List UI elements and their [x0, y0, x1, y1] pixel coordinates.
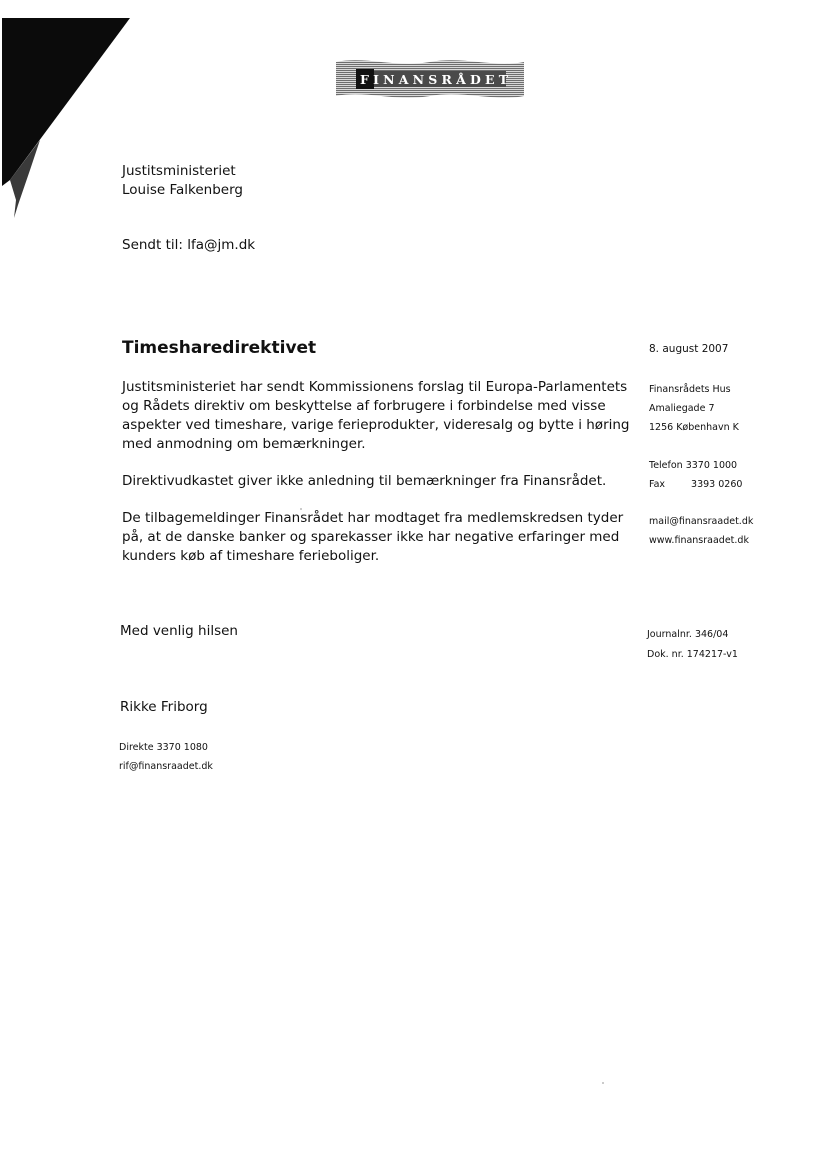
- recipient-person: Louise Falkenberg: [122, 182, 243, 198]
- fax-number: 3393 0260: [691, 479, 743, 490]
- body-line: De tilbagemeldinger Finansrådet har modtaget fra medlemskredsen tyder: [122, 510, 624, 526]
- reference-block: [647, 625, 738, 665]
- sender-organization: Finansrådets Hus: [649, 384, 731, 395]
- body-line: med anmodning om bemærkninger.: [122, 436, 366, 452]
- scan-speck: [602, 1082, 604, 1084]
- sent-to-line: [122, 237, 255, 253]
- body-line: aspekter ved timeshare, varige ferieprodukter, videresalg og bytte i høring: [122, 417, 630, 433]
- closing-greeting: Med venlig hilsen: [120, 623, 238, 639]
- subject-heading: Timesharedirektivet: [122, 338, 317, 358]
- body-line: på, at de danske banker og sparekasser ikke har negative erfaringer med: [122, 529, 620, 545]
- journal-number: Journalnr. 346/04: [647, 629, 729, 640]
- sender-city: 1256 København K: [649, 422, 739, 433]
- paragraph-2: [122, 472, 622, 491]
- fax-label: Fax: [649, 479, 666, 490]
- body-line: kunders køb af timeshare ferieboliger.: [122, 548, 380, 564]
- sender-website: www.finansraadet.dk: [649, 535, 749, 546]
- signer-email: rif@finansraadet.dk: [119, 761, 213, 772]
- scan-speck: [300, 508, 302, 510]
- recipient-block: [122, 162, 243, 200]
- sender-mail: mail@finansraadet.dk: [649, 516, 754, 527]
- body-line: og Rådets direktiv om beskyttelse af forbrugere i forbindelse med visse: [122, 398, 606, 414]
- sent-to-label: Sendt til:: [122, 237, 183, 253]
- sender-fax: [649, 475, 742, 494]
- sender-street: Amaliegade 7: [649, 403, 715, 414]
- corner-mark: [0, 0, 140, 230]
- logo-text: FINANSRÅDET: [360, 72, 513, 87]
- body-line: Direktivudkastet giver ikke anledning til bemærkninger fra Finansrådet.: [122, 473, 607, 489]
- recipient-organization: Justitsministeriet: [122, 163, 236, 179]
- finansraadet-logo: [336, 56, 524, 102]
- sender-phone: Telefon 3370 1000: [649, 460, 738, 471]
- signer-contact: [119, 738, 213, 776]
- paragraph-3: [122, 509, 622, 566]
- body-line: Justitsministeriet har sendt Kommissionens forslag til Europa-Parlamentets: [122, 379, 628, 395]
- sender-web-block: [649, 512, 753, 550]
- signer-direct-phone: Direkte 3370 1080: [119, 742, 208, 753]
- signer-name: Rikke Friborg: [120, 699, 208, 715]
- paragraph-1: [122, 378, 630, 454]
- letter-body: [122, 378, 630, 584]
- document-number: Dok. nr. 174217-v1: [647, 649, 738, 660]
- sent-to-address: lfa@jm.dk: [187, 237, 256, 253]
- letter-date: 8. august 2007: [649, 343, 729, 355]
- sender-phone-block: [649, 456, 742, 494]
- sender-address: [649, 380, 739, 437]
